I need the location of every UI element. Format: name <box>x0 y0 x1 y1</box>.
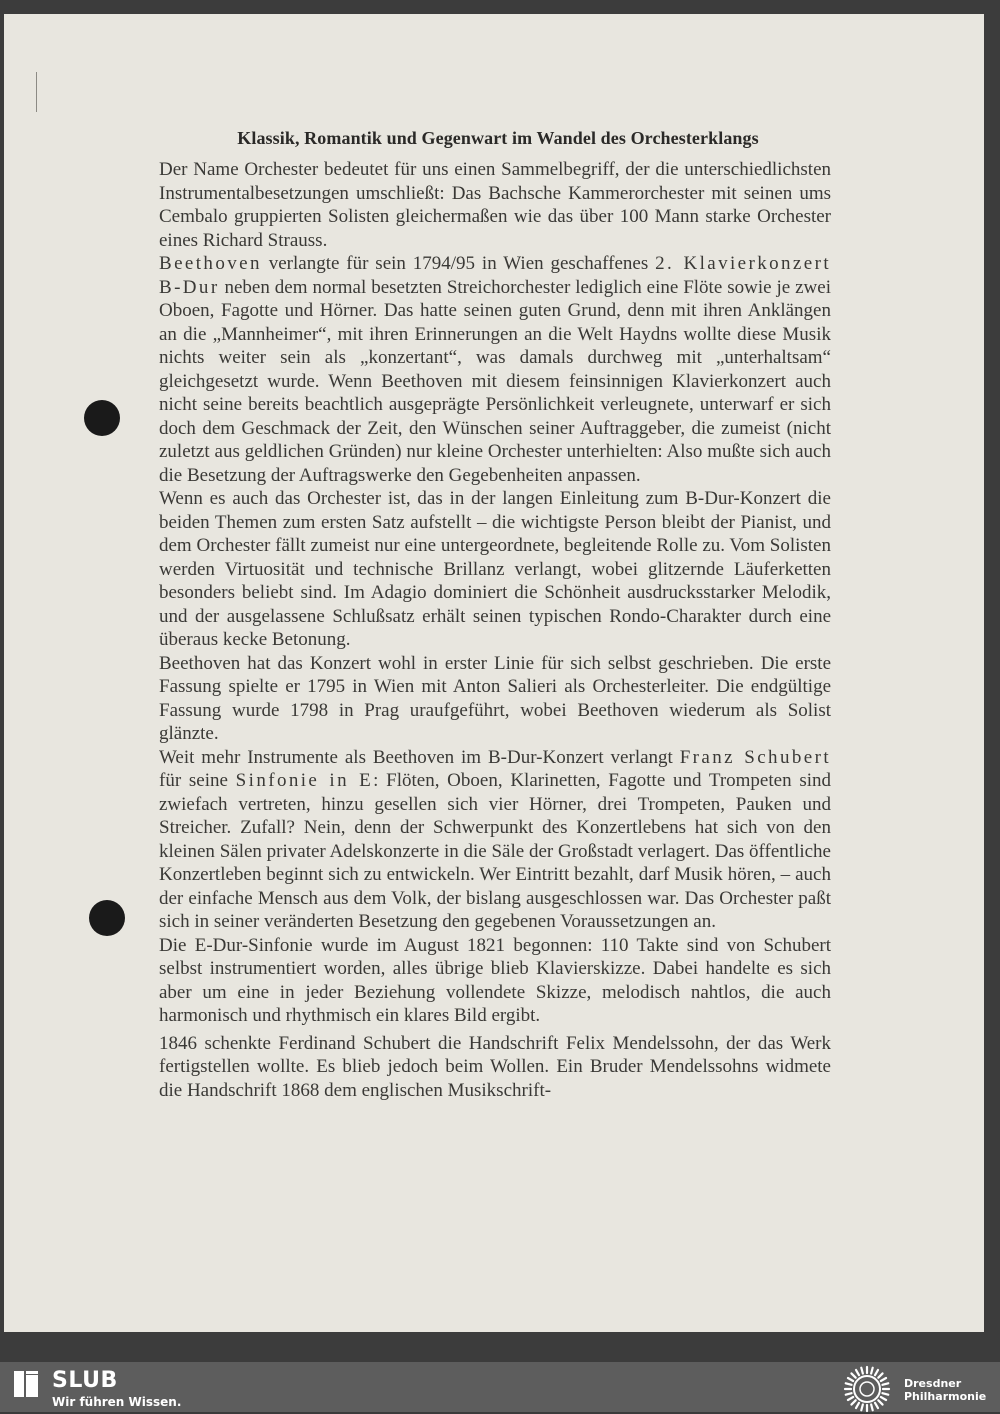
paragraph-6: Die E-Dur-Sinfonie wurde im August 1821 begonnen: 110 Takte sind von Schubert selbst instrumentiert worden, alles übrige blieb Klavierskizze. Dabei handelte es sich aber um eine in jeder Beziehung vollendete Skizze, melodisch nahtlos, die auch harmonisch und rhythmisch ein klares Bild ergibt. <box>159 934 831 1026</box>
article-body <box>159 158 831 1102</box>
paragraph-1: Der Name Orchester bedeutet für uns einen Sammelbegriff, der die unterschiedlichsten Instrumentalbesetzungen umschließt: Das Bachsche Kammerorchester mit seinen ums Cembalo gruppierten Solisten gleichermaßen wie das über 100 Mann starke Orchester eines Richard Strauss. <box>159 159 831 251</box>
emphasis-work: 2. Klavierkonzert B-Dur <box>159 253 832 298</box>
slub-tagline: Wir führen Wissen. <box>52 1395 182 1409</box>
emphasis-composer: Franz Schubert <box>679 746 831 768</box>
paragraph-7: 1846 schenkte Ferdinand Schubert die Handschrift Felix Mendelssohn, der das Werk fertigstellen wollte. Es blieb jedoch beim Wollen. Ein Bruder Mendelssohns widmete die Handschrift 1868 dem englischen Musikschrift- <box>159 1032 831 1101</box>
page-title: Klassik, Romantik und Gegenwart im Wandel des Orchesterklangs <box>237 128 759 148</box>
paragraph-5: Weit mehr Instrumente als Beethoven im B-Dur-Konzert verlangt Franz Schubert für seine Sinfonie in E: Flöten, Oboen, Klarinetten, Fagotte und Trompeten sind zwiefach vertreten, hinzu gesellen sich vier Hörner, drei Trompeten, Pauken und Streicher. Zufall? Nein, denn der Schwerpunkt des Konzertlebens hat sich von den kleinen Sälen privater Adelskonzerte in die Säle der Großstadt verlagert. Das öffentliche Konzertleben beginnt sich zu entwickeln. Wer Eintritt bezahlt, darf Musik hören, – auch der einfache Mensch aus dem Volk, der bislang ausgeschlossen war. Das Orchester paßt sich in seiner veränderten Besetzung den gegebenen Voraussetzungen an. <box>159 746 831 932</box>
emphasis-beethoven: Beethoven <box>159 253 262 274</box>
paragraph-4: Beethoven hat das Konzert wohl in erster Linie für sich selbst geschrieben. Die erste Fassung spielte er 1795 in Wien mit Anton Salieri als Orchesterleiter. Die endgültige Fassung wurde 1798 in Prag uraufgeführt, wobei Beethoven wiederum als Solist glänzte. <box>159 652 831 744</box>
punch-hole-bottom <box>89 900 125 936</box>
philharmonie-sun-icon[interactable] <box>842 1364 892 1414</box>
slub-book-icon[interactable] <box>12 1369 40 1399</box>
page-edge-mark <box>36 72 37 112</box>
philharmonie-logo-text[interactable]: Dresdner Philharmonie <box>904 1377 987 1403</box>
punch-hole-top <box>84 400 120 436</box>
paragraph-2: Beethoven verlangte für sein 1794/95 in Wien geschaffenes 2. Klavierkonzert B-Dur neben dem normal besetzten Streichorchester lediglich eine Flöte sowie je zwei Oboen, Fagotte und Hörner. Das hatte seinen guten Grund, denn mit ihren Anklängen an die „Mannheimer“, mit ihren Erinnerungen an die Welt Haydns wollte diese Musik nichts weiter sein als „konzertant“, was damals durchweg mit „unterhaltsam“ gleichgesetzt wurde. Wenn Beethoven mit diesem feinsinnigen Klavierkonzert auch nicht seine bereits beachtlich ausgeprägte Persönlichkeit verleugnete, unterwarf er sich doch dem Geschmack der Zeit, den Wünschen seiner Auftraggeber, die zumeist (nicht zuletzt aus geldlichen Gründen) nur kleine Orchester unterhielten: Also mußte sich auch die Besetzung der Auftragswerke den Gegebenheiten anpassen. <box>159 253 832 486</box>
slub-logo-text[interactable]: SLUB <box>52 1368 118 1393</box>
emphasis-symphony: Sinfonie in E <box>235 770 374 791</box>
footer-bar <box>0 1362 1000 1412</box>
paragraph-3: Wenn es auch das Orchester ist, das in der langen Einleitung zum B-Dur-Konzert die beiden Themen zum ersten Satz aufstellt – die wichtigste Person bleibt der Pianist, und dem Orchester fällt zumeist nur eine untergeordnete, begleitende Rolle zu. Vom Solisten werden Virtuosität und technische Brillanz verlangt, wobei glitzernde Läuferketten besonders beliebt sind. Im Adagio dominiert die Schönheit ausdrucksstarker Melodik, und der ausgelassene Schlußsatz erhält seinen typischen Rondo-Charakter durch eine überaus kecke Betonung. <box>159 488 831 650</box>
